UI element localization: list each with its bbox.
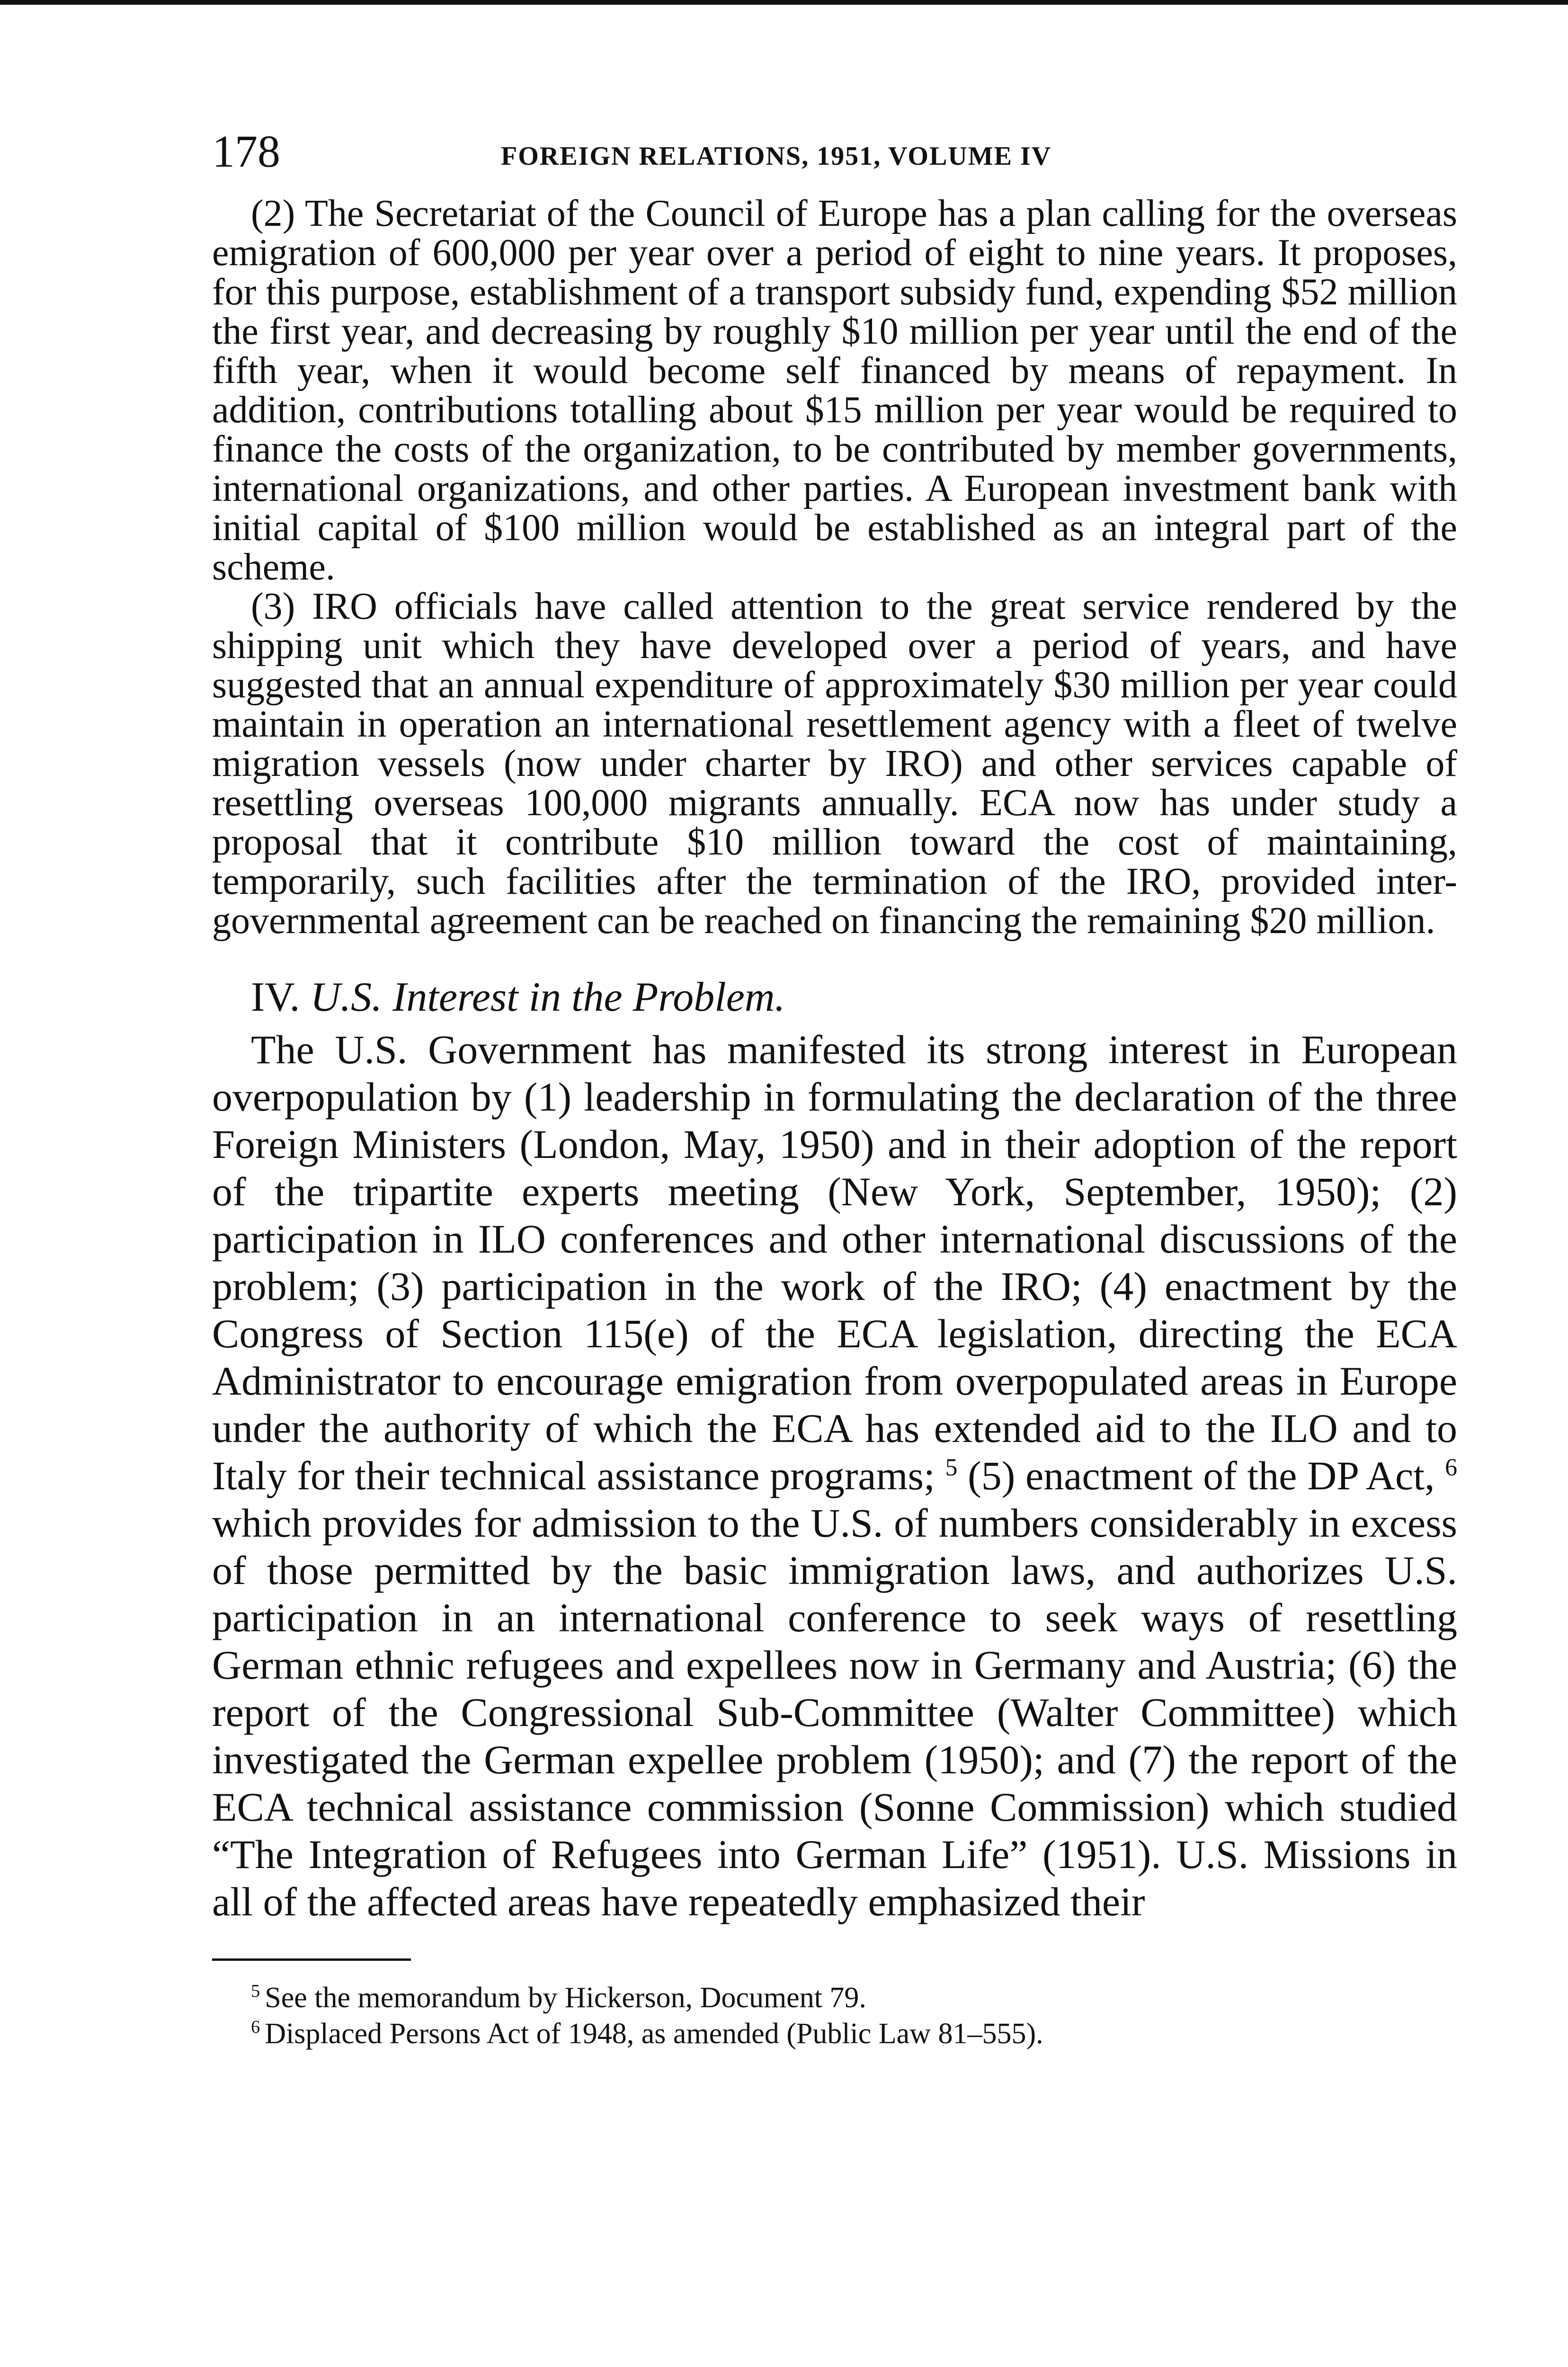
page-number: 178 (212, 126, 280, 177)
section-numeral: IV. (251, 974, 300, 1020)
running-title: FOREIGN RELATIONS, 1951, VOLUME IV (501, 142, 1052, 171)
footnote-divider (212, 1958, 411, 1961)
section-body (212, 1026, 1457, 1925)
footnote-mark: 6 (251, 2017, 260, 2038)
footnote-ref-5[interactable]: 5 (945, 1454, 958, 1481)
section-body-part-3: which provides for admission to the U.S. of numbers considerably in excess of those permitted by the basic immigration laws, and authorizes U.S. participation in an international conference to seek ways of resettling German ethnic refugees and expellees now in Germany and Austria; (6) the report of the Congressional Sub-Committee (Walter Committee) which investigated the German expellee problem (1950); and (7) the report of the ECA technical assistance commission (Sonne Commission) which studied “The Integration of Refugees into German Life” (1951). U.S. Missions in all of the affected areas have repeatedly emphasized their (212, 1500, 1457, 1924)
footnote-ref-6[interactable]: 6 (1445, 1454, 1458, 1481)
section-heading (212, 974, 1457, 1021)
section-body-part-1: The U.S. Government has manifested its strong interest in European overpopulation by (1) leadership in formulating the declaration of the three Foreign Ministers (London, May, 1950) and in their adoption of the report of the tripartite experts meeting (New York, September, 1950); (2) participation in ILO conferences and other international discussions of the problem; (3) participation in the work of the IRO; (4) enactment by the Congress of Section 115(e) of the ECA legislation, directing the ECA Administrator to encourage emigration from overpopulated areas in Europe under the authority of which the ECA has extended aid to the ILO and to Italy for their technical assistance programs; (212, 1027, 1457, 1498)
footnote-5 (212, 1980, 1457, 2016)
footnote-text: Displaced Persons Act of 1948, as amended (Public Law 81–555). (265, 2018, 1043, 2050)
top-border-rule (0, 0, 1568, 5)
paragraph-2: (2) The Secretariat of the Council of Europe has a plan calling for the overseas emigration of 600,000 per year over a period of eight to nine years. It proposes, for this purpose, establishment of a transport subsidy fund, expending $52 million the first year, and decreasing by roughly $10 million per year until the end of the fifth year, when it would become self financed by means of repayment. In addition, contributions totalling about $15 million per year would be required to finance the costs of the organization, to be contributed by member governments, international organizations, and other parties. A European investment bank with initial capital of $100 million would be established as an integral part of the scheme. (212, 193, 1457, 588)
footnote-6 (212, 2016, 1457, 2052)
running-head (212, 123, 1457, 180)
document-page (212, 123, 1457, 2052)
section-title: U.S. Interest in the Problem. (310, 974, 785, 1020)
footnote-mark: 5 (251, 1981, 260, 2002)
paragraph-3: (3) IRO officials have called attention to the great service rendered by the shipping unit which they have developed over a period of years, and have suggested that an annual expenditure of approximately $30 million per year could maintain in operation an international resettlement agency with a fleet of twelve migration vessels (now under charter by IRO) and other services capable of resettling overseas 100,000 migrants annually. ECA now has under study a proposal that it contribute $10 million toward the cost of maintaining, temporarily, such facilities after the termination of the IRO, provided inter-governmental agreement can be reached on financing the remaining $20 million. (212, 586, 1457, 942)
footnote-text: See the memorandum by Hickerson, Document 79. (265, 1982, 866, 2014)
section-body-part-2: (5) enactment of the DP Act, (957, 1453, 1435, 1498)
